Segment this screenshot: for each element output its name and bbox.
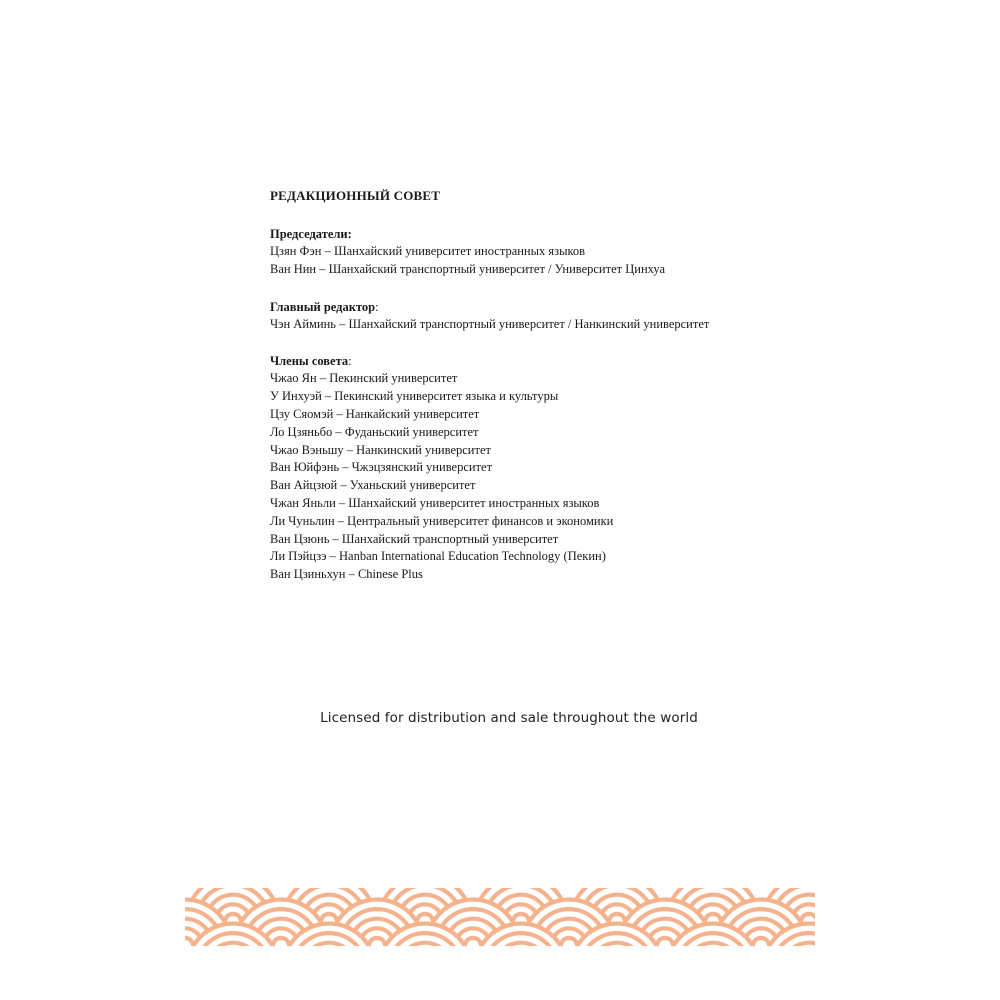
board-title: РЕДАКЦИОННЫЙ СОВЕТ [270, 188, 441, 203]
editor-heading-text: Главный редактор [270, 299, 376, 314]
council-section [270, 352, 830, 584]
license-notice: Licensed for distribution and sale throughout the world [320, 710, 698, 726]
council-member: Ли Чуньлин – Центральный университет финансов и экономики [270, 513, 614, 528]
council-heading [270, 352, 830, 370]
editor-entry: Чэн Айминь – Шанхайский транспортный университет / Нанкинский университет [270, 316, 710, 331]
council-member: Чжао Ян – Пекинский университет [270, 371, 458, 386]
seigaiha-wave-pattern [185, 888, 815, 946]
editorial-board [270, 188, 830, 603]
council-member: Ло Цзяньбо – Фуданьский университет [270, 424, 479, 439]
council-member: Ван Цзиньхун – Chinese Plus [270, 567, 423, 582]
chair-entry: Цзян Фэн – Шанхайский университет иностранных языков [270, 244, 586, 258]
council-member: Ван Айцзюй – Уханьский университет [270, 478, 476, 493]
council-member: Ли Пэйцзэ – Hanban International Education Technology (Пекин) [270, 549, 606, 564]
council-heading-text: Члены совета [270, 354, 349, 369]
council-member: Ван Цзюнь – Шанхайский транспортный университет [270, 531, 559, 546]
chairs-heading: Председатели: [270, 227, 352, 241]
editor-section [270, 298, 830, 334]
council-heading-colon: : [348, 354, 352, 369]
council-member: У Инхуэй – Пекинский университет языка и культуры [270, 389, 559, 404]
council-member: Чжан Яньли – Шанхайский университет иностранных языков [270, 495, 600, 510]
editor-heading-colon: : [375, 299, 379, 314]
council-member: Чжао Вэньшу – Нанкинский университет [270, 442, 491, 457]
council-member: Ван Юйфэнь – Чжэцзянский университет [270, 460, 493, 475]
chairs-section [270, 225, 830, 279]
editor-heading [270, 298, 830, 316]
chair-entry: Ван Нин – Шанхайский транспортный университет / Университет Цинхуа [270, 261, 666, 276]
council-member: Цзу Сяомэй – Нанкайский университет [270, 406, 480, 421]
